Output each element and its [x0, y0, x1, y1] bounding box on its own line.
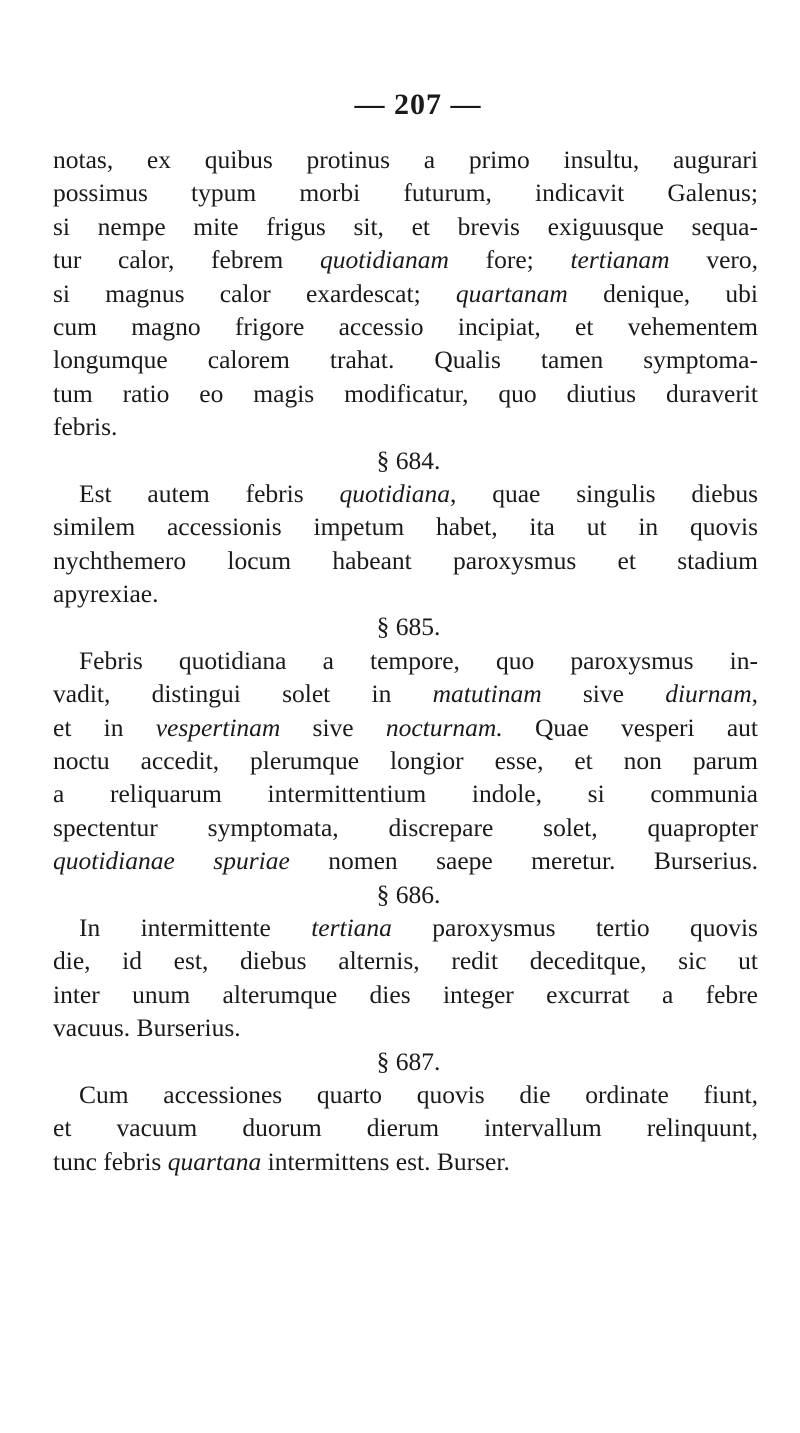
- text-run: § 687.: [376, 1046, 441, 1076]
- text-run: similem accessionis impetum habet, ita ut in quovis: [53, 512, 758, 542]
- text-line: [53, 1111, 758, 1144]
- text-line: [53, 1078, 758, 1111]
- section-heading: [53, 444, 758, 477]
- text-run: Cum accessiones quarto quovis die ordinate fiunt,: [79, 1079, 758, 1109]
- text-run: sive: [280, 712, 386, 742]
- text-line: [53, 277, 758, 310]
- text-run: § 686.: [376, 879, 441, 909]
- text-run: fore;: [448, 245, 571, 275]
- text-line: [53, 477, 758, 510]
- text-line: [53, 844, 758, 877]
- text-run: tur calor, febrem: [53, 245, 320, 275]
- text-run: cum magno frigore accessio incipiat, et vehementem: [53, 311, 758, 341]
- text-line: [53, 1011, 758, 1044]
- italic-term: tertianam: [570, 245, 670, 275]
- text-run: § 684.: [376, 445, 441, 475]
- text-run: nychthemero locum habeant paroxysmus et stadium: [53, 545, 758, 575]
- section-heading: [53, 1045, 758, 1078]
- text-line: [53, 744, 758, 777]
- text-run: tunc febris: [53, 1146, 168, 1176]
- text-run: tum ratio eo magis modificatur, quo diutius duraverit: [53, 378, 758, 408]
- text-line: [53, 243, 758, 276]
- text-line: [53, 544, 758, 577]
- text-run: nomen saepe meretur. Burserius.: [289, 846, 758, 876]
- text-run: vadit, distingui solet in: [53, 679, 433, 709]
- text-run: sive: [541, 679, 666, 709]
- text-run: noctu accedit, plerumque longior esse, et non parum: [53, 746, 758, 776]
- italic-term: quotidianae spuriae: [53, 846, 290, 876]
- italic-term: quotidianam: [319, 245, 449, 275]
- text-line: [53, 811, 758, 844]
- text-line: [53, 944, 758, 977]
- text-run: paroxysmus tertio quovis: [391, 912, 758, 942]
- text-line: [53, 410, 758, 443]
- text-line: [53, 176, 758, 209]
- text-line: [53, 577, 758, 610]
- text-run: possimus typum morbi futurum, indicavit Galenus;: [53, 178, 758, 208]
- text-run: si magnus calor exardescat;: [53, 278, 456, 308]
- text-run: § 685.: [376, 612, 441, 642]
- italic-term: quartanam: [455, 278, 568, 308]
- text-run: In intermittente: [79, 912, 312, 942]
- italic-term: quartana: [167, 1146, 262, 1176]
- text-line: [53, 343, 758, 376]
- text-line: [53, 711, 758, 744]
- section-heading: [53, 878, 758, 911]
- body-text: [53, 143, 758, 1178]
- italic-term: diurnam: [665, 679, 752, 709]
- text-line: [53, 978, 758, 1011]
- text-line: [53, 777, 758, 810]
- text-run: a reliquarum intermittentium indole, si communia: [53, 779, 758, 809]
- italic-term: vespertinam: [155, 712, 281, 742]
- text-line: [53, 911, 758, 944]
- italic-term: tertiana: [311, 912, 392, 942]
- text-line: [53, 310, 758, 343]
- text-line: [53, 677, 758, 710]
- text-run: inter unum alterumque dies integer excurrat a febre: [53, 979, 758, 1009]
- text-run: longumque calorem trahat. Qualis tamen symptoma-: [53, 345, 758, 375]
- text-run: si nempe mite frigus sit, et brevis exiguusque sequa-: [53, 211, 758, 241]
- text-run: Quae vesperi aut: [502, 712, 758, 742]
- text-run: febris.: [53, 412, 118, 442]
- italic-term: nocturnam.: [385, 712, 503, 742]
- text-line: [53, 143, 758, 176]
- italic-term: quotidiana: [339, 478, 451, 508]
- text-run: ,: [751, 679, 759, 709]
- text-run: intermittens est. Burser.: [261, 1146, 510, 1176]
- text-line: [53, 644, 758, 677]
- text-run: vacuus. Burserius.: [53, 1013, 241, 1043]
- text-run: denique, ubi: [567, 278, 758, 308]
- page-number: — 207 —: [354, 88, 482, 121]
- text-run: notas, ex quibus protinus a primo insultu, augurari: [53, 145, 758, 174]
- italic-term: matutinam: [432, 679, 542, 709]
- text-line: [53, 510, 758, 543]
- text-run: , quae singulis diebus: [450, 478, 758, 508]
- text-run: apyrexiae.: [53, 579, 159, 609]
- text-run: Febris quotidiana a tempore, quo paroxysmus in-: [79, 645, 758, 675]
- text-run: et vacuum duorum dierum intervallum relinquunt,: [53, 1113, 758, 1143]
- text-run: spectentur symptomata, discrepare solet, quapropter: [53, 812, 758, 842]
- text-line: [53, 377, 758, 410]
- text-line: [53, 210, 758, 243]
- text-run: Est autem febris: [79, 478, 340, 508]
- section-heading: [53, 610, 758, 643]
- text-run: et in: [53, 712, 156, 742]
- text-run: vero,: [669, 245, 758, 275]
- text-run: die, id est, diebus alternis, redit deceditque, sic ut: [53, 946, 758, 976]
- text-line: [53, 1145, 758, 1178]
